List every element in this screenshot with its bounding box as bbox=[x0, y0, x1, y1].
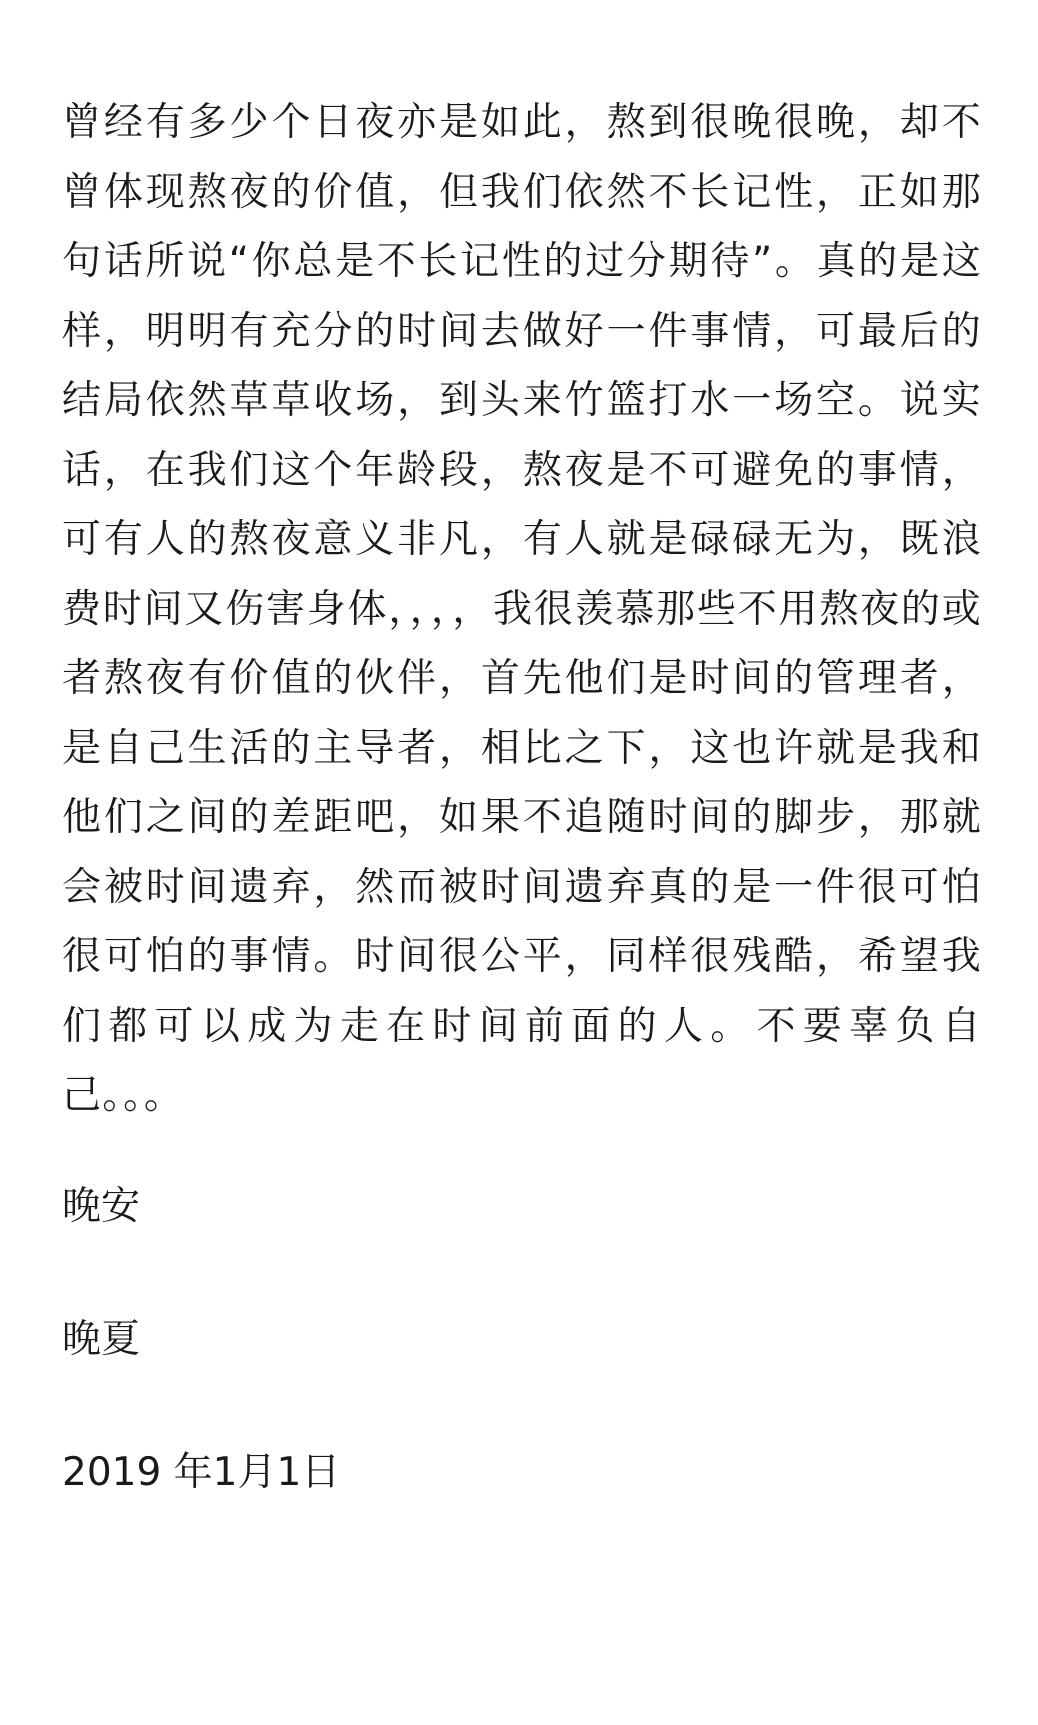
note-paragraph: 曾经有多少个日夜亦是如此，熬到很晚很晚，却不曾体现熬夜的价值，但我们依然不长记性，正如那句话所说“你总是不长记性的过分期待”。真的是这样，明明有充分的时间去做好一件事情，可最后的结局依然草草收场，到头来竹篮打水一场空。说实话，在我们这个年龄段，熬夜是不可避免的事情，可有人的熬夜意义非凡，有人就是碌碌无为，既浪费时间又伤害身体，，，，我很羡慕那些不用熬夜的或者熬夜有价值的伙伴，首先他们是时间的管理者，是自己生活的主导者，相比之下，这也许就是我和他们之间的差距吧，如果不追随时间的脚步，那就会被时间遗弃，然而被时间遗弃真的是一件很可怕很可怕的事情。时间很公平，同样很残酷，希望我们都可以成为走在时间前面的人。不要辜负自己。。。 bbox=[62, 100, 982, 1118]
date-text: 2019 年1月1日 bbox=[62, 1450, 341, 1495]
closing-text: 晚安 bbox=[62, 1184, 141, 1229]
note-body bbox=[62, 88, 982, 1131]
signature-text: 晚夏 bbox=[62, 1317, 141, 1362]
